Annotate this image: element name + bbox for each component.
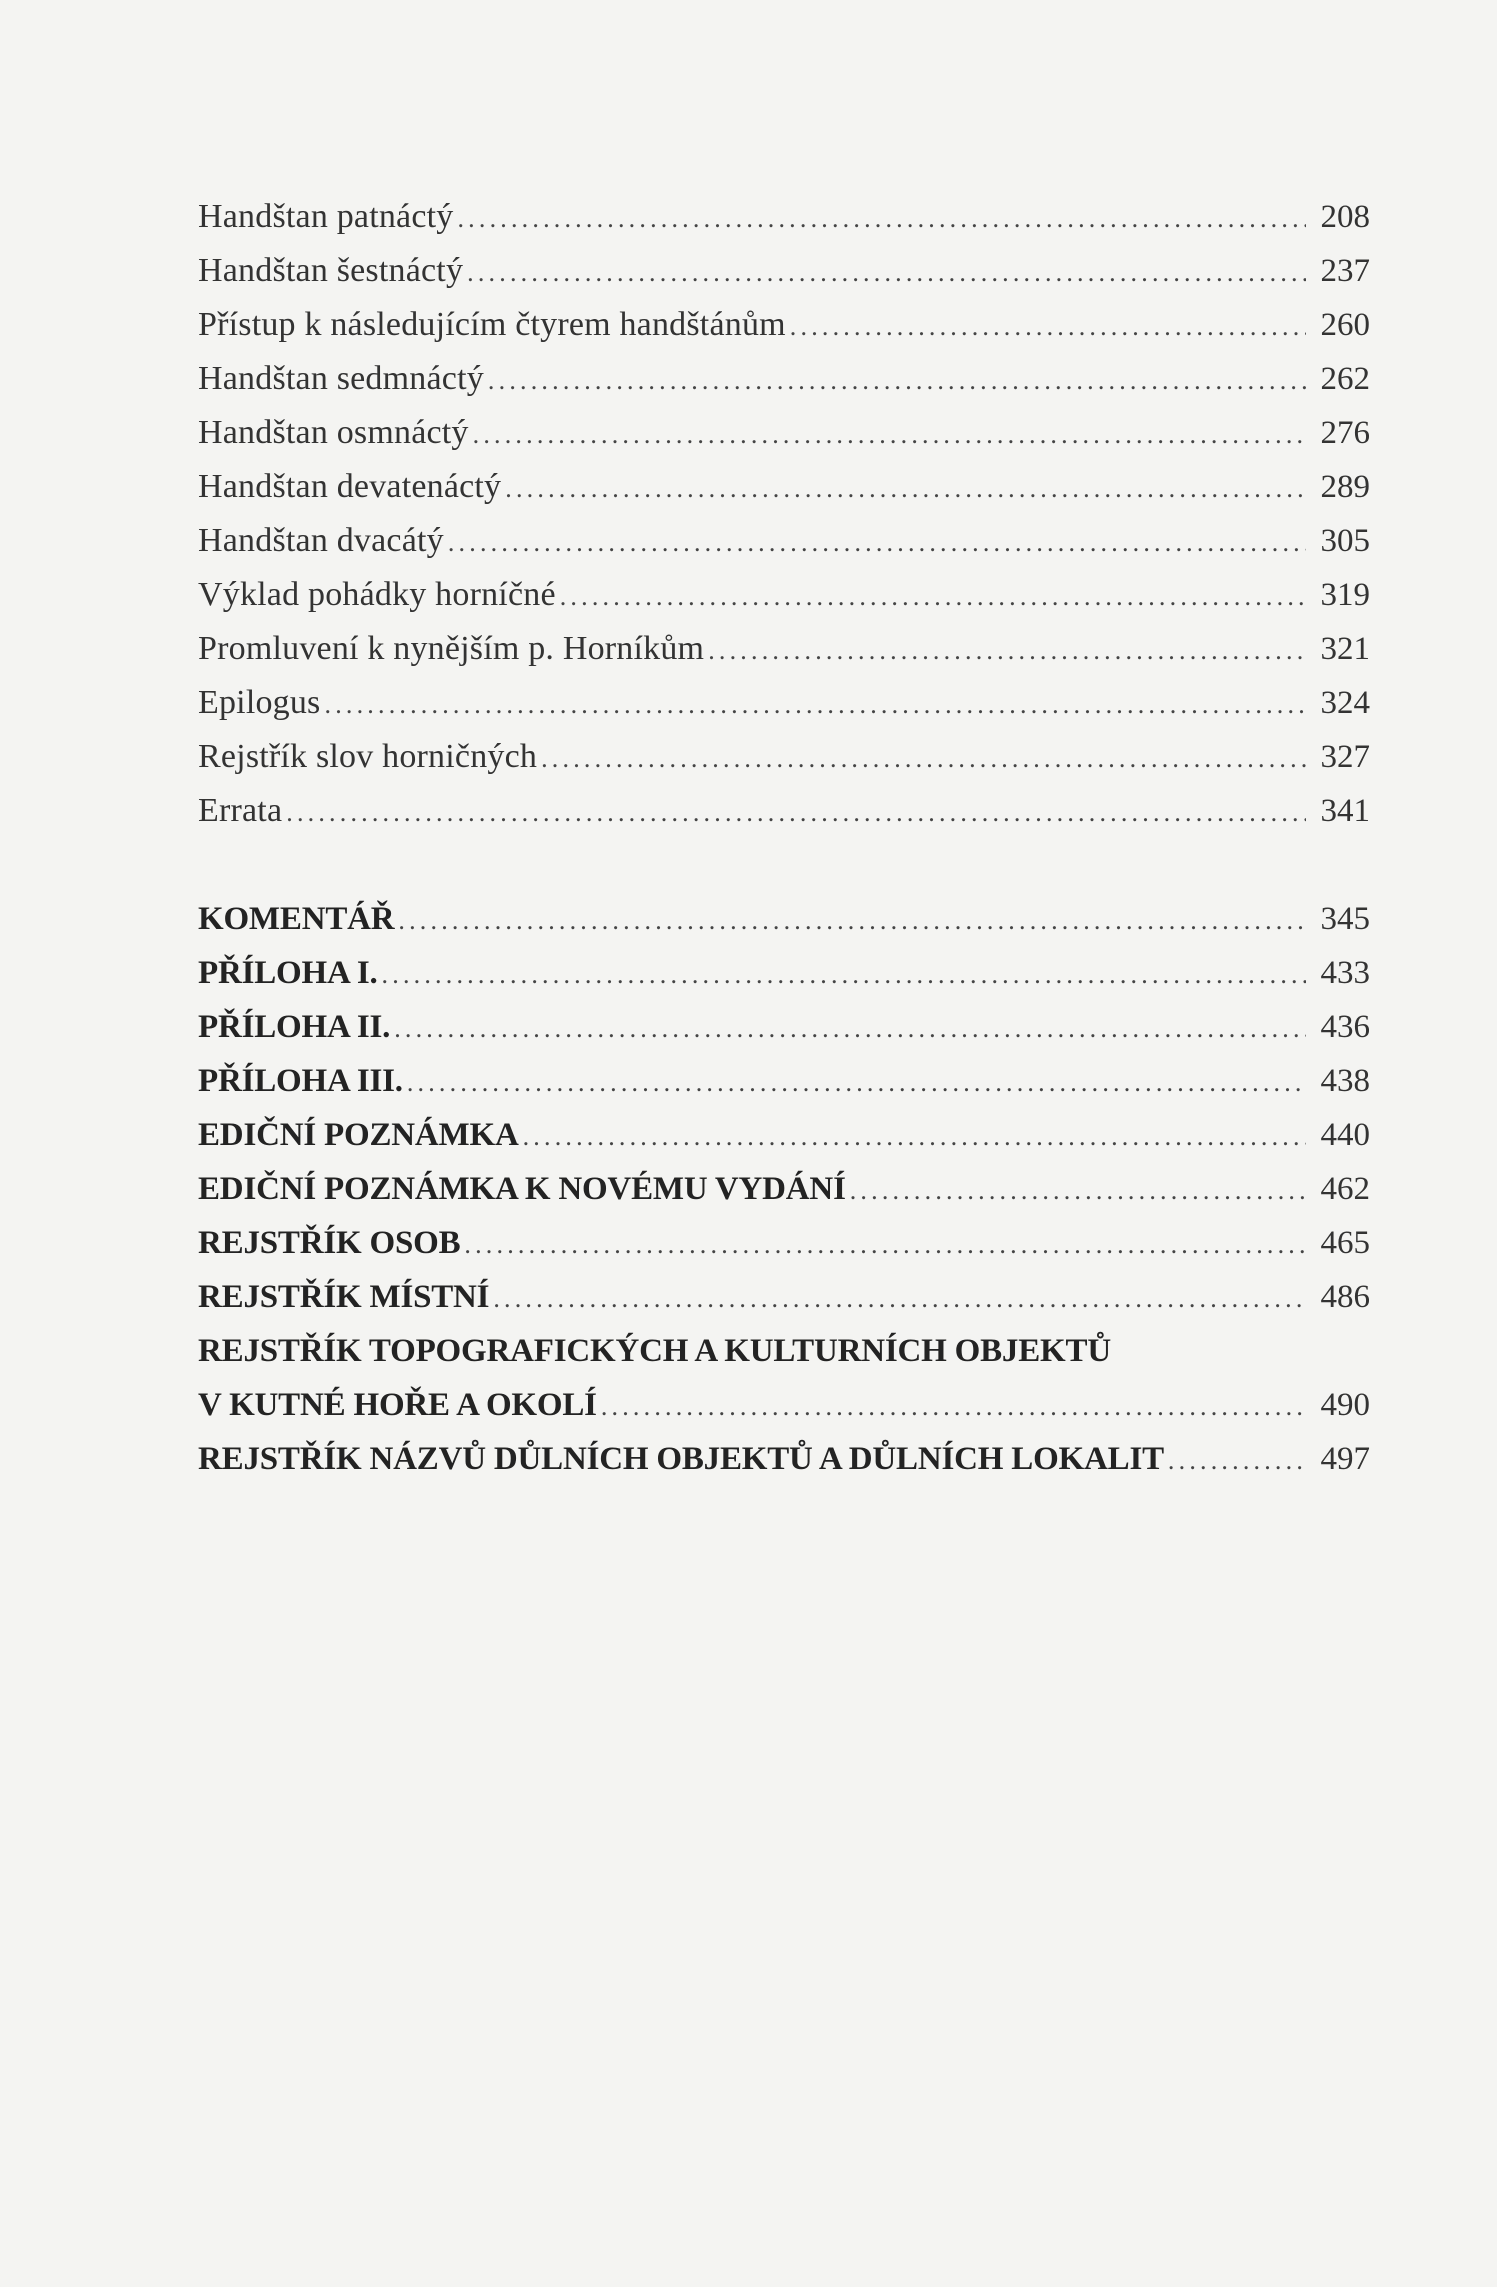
toc-entry-title: Přístup k následujícím čtyrem handštánům (198, 306, 786, 343)
toc-entry-title: Handštan osmnáctý (198, 414, 469, 451)
toc-entry[interactable] (198, 1162, 1370, 1216)
toc-entry[interactable] (198, 676, 1370, 730)
dot-leader (541, 732, 1306, 786)
toc-entry-page: 327 (1320, 739, 1370, 775)
toc-entry[interactable] (198, 946, 1370, 1000)
toc-entry-title: Handštan devatenáctý (198, 468, 502, 505)
toc-entry-title: KOMENTÁŘ (198, 901, 395, 937)
toc-entry[interactable] (198, 1216, 1370, 1270)
toc-entry-page: 433 (1320, 955, 1370, 991)
dot-leader (394, 1002, 1306, 1056)
toc-entry-multiline-second[interactable] (198, 1378, 1370, 1432)
toc-entry-page: 465 (1320, 1225, 1370, 1261)
toc-entry-page: 260 (1320, 307, 1370, 343)
dot-leader (493, 1272, 1306, 1326)
dot-leader (790, 300, 1306, 354)
dot-leader (708, 624, 1306, 678)
toc-entry[interactable] (198, 784, 1370, 838)
toc-entry-page: 319 (1320, 577, 1370, 613)
toc-entry[interactable] (198, 1108, 1370, 1162)
dot-leader (382, 948, 1306, 1002)
dot-leader (601, 1380, 1306, 1434)
toc-entry-title: Výklad pohádky horníčné (198, 576, 556, 613)
section-spacer (198, 838, 1370, 892)
toc-entry-page: 436 (1320, 1009, 1370, 1045)
dot-leader (1168, 1434, 1306, 1488)
toc-entry[interactable] (198, 1054, 1370, 1108)
dot-leader (850, 1164, 1306, 1218)
dot-leader (473, 408, 1306, 462)
toc-entry-title: Handštan dvacátý (198, 522, 444, 559)
toc-entry-page: 262 (1320, 361, 1370, 397)
toc-entry-page: 208 (1320, 199, 1370, 235)
toc-entry-title: EDIČNÍ POZNÁMKA (198, 1117, 519, 1153)
toc-entry[interactable] (198, 190, 1370, 244)
toc-entry-title: PŘÍLOHA I. (198, 955, 378, 991)
toc-entry[interactable] (198, 622, 1370, 676)
toc-entry-title-line1: REJSTŘÍK TOPOGRAFICKÝCH A KULTURNÍCH OBJEKTŮ (198, 1333, 1111, 1369)
toc-entry-page: 341 (1320, 793, 1370, 829)
toc-entry-title: REJSTŘÍK OSOB (198, 1225, 461, 1261)
toc-entry[interactable] (198, 892, 1370, 946)
toc-entry-title: Rejstřík slov horničných (198, 738, 538, 775)
toc-entry-page: 462 (1320, 1171, 1370, 1207)
toc-entry-title: EDIČNÍ POZNÁMKA K NOVÉMU VYDÁNÍ (198, 1171, 846, 1207)
toc-entry-page: 237 (1320, 253, 1370, 289)
toc-entry-page: 305 (1320, 523, 1370, 559)
dot-leader (464, 1218, 1306, 1272)
toc-entry-page: 324 (1320, 685, 1370, 721)
toc-entry-title: REJSTŘÍK MÍSTNÍ (198, 1279, 490, 1315)
toc-entry[interactable] (198, 568, 1370, 622)
dot-leader (407, 1056, 1306, 1110)
toc-entry-page: 440 (1320, 1117, 1370, 1153)
toc-entry-page: 289 (1320, 469, 1370, 505)
dot-leader (398, 894, 1306, 948)
toc-entry-page: 497 (1320, 1441, 1370, 1477)
dot-leader (505, 462, 1306, 516)
toc-entry-title: Handštan patnáctý (198, 198, 454, 235)
dot-leader (467, 246, 1306, 300)
toc-entry[interactable] (198, 406, 1370, 460)
toc-entry[interactable] (198, 352, 1370, 406)
toc-entry[interactable] (198, 1270, 1370, 1324)
toc-entry-title: PŘÍLOHA III. (198, 1063, 403, 1099)
dot-leader (325, 678, 1307, 732)
toc-entry[interactable] (198, 298, 1370, 352)
toc-entry-multiline-first[interactable] (198, 1324, 1370, 1378)
dot-leader (448, 516, 1306, 570)
toc-entry-page: 438 (1320, 1063, 1370, 1099)
toc-entry-page: 321 (1320, 631, 1370, 667)
dot-leader (560, 570, 1306, 624)
toc-entry-page: 276 (1320, 415, 1370, 451)
toc-entry-title: Epilogus (198, 684, 321, 721)
toc-entry-title: PŘÍLOHA II. (198, 1009, 391, 1045)
toc-entry-title: Promluvení k nynějším p. Horníkům (198, 630, 705, 667)
toc-entry-page: 345 (1320, 901, 1370, 937)
toc-entry[interactable] (198, 1000, 1370, 1054)
toc-entry-title: REJSTŘÍK NÁZVŮ DŮLNÍCH OBJEKTŮ A DŮLNÍCH LOKALIT (198, 1441, 1164, 1477)
toc-entry[interactable] (198, 244, 1370, 298)
toc-entry[interactable] (198, 1432, 1370, 1486)
dot-leader (488, 354, 1306, 408)
toc-entry[interactable] (198, 514, 1370, 568)
toc-entry-title-line2: V KUTNÉ HOŘE A OKOLÍ (198, 1387, 597, 1423)
table-of-contents (198, 190, 1370, 1486)
toc-entry-title: Handštan šestnáctý (198, 252, 464, 289)
toc-entry-page: 490 (1320, 1387, 1370, 1423)
toc-entry-title: Handštan sedmnáctý (198, 360, 484, 397)
toc-entry[interactable] (198, 460, 1370, 514)
dot-leader (286, 786, 1306, 840)
dot-leader (457, 192, 1306, 246)
toc-entry[interactable] (198, 730, 1370, 784)
toc-entry-title: Errata (198, 792, 283, 829)
toc-entry-page: 486 (1320, 1279, 1370, 1315)
dot-leader (523, 1110, 1306, 1164)
